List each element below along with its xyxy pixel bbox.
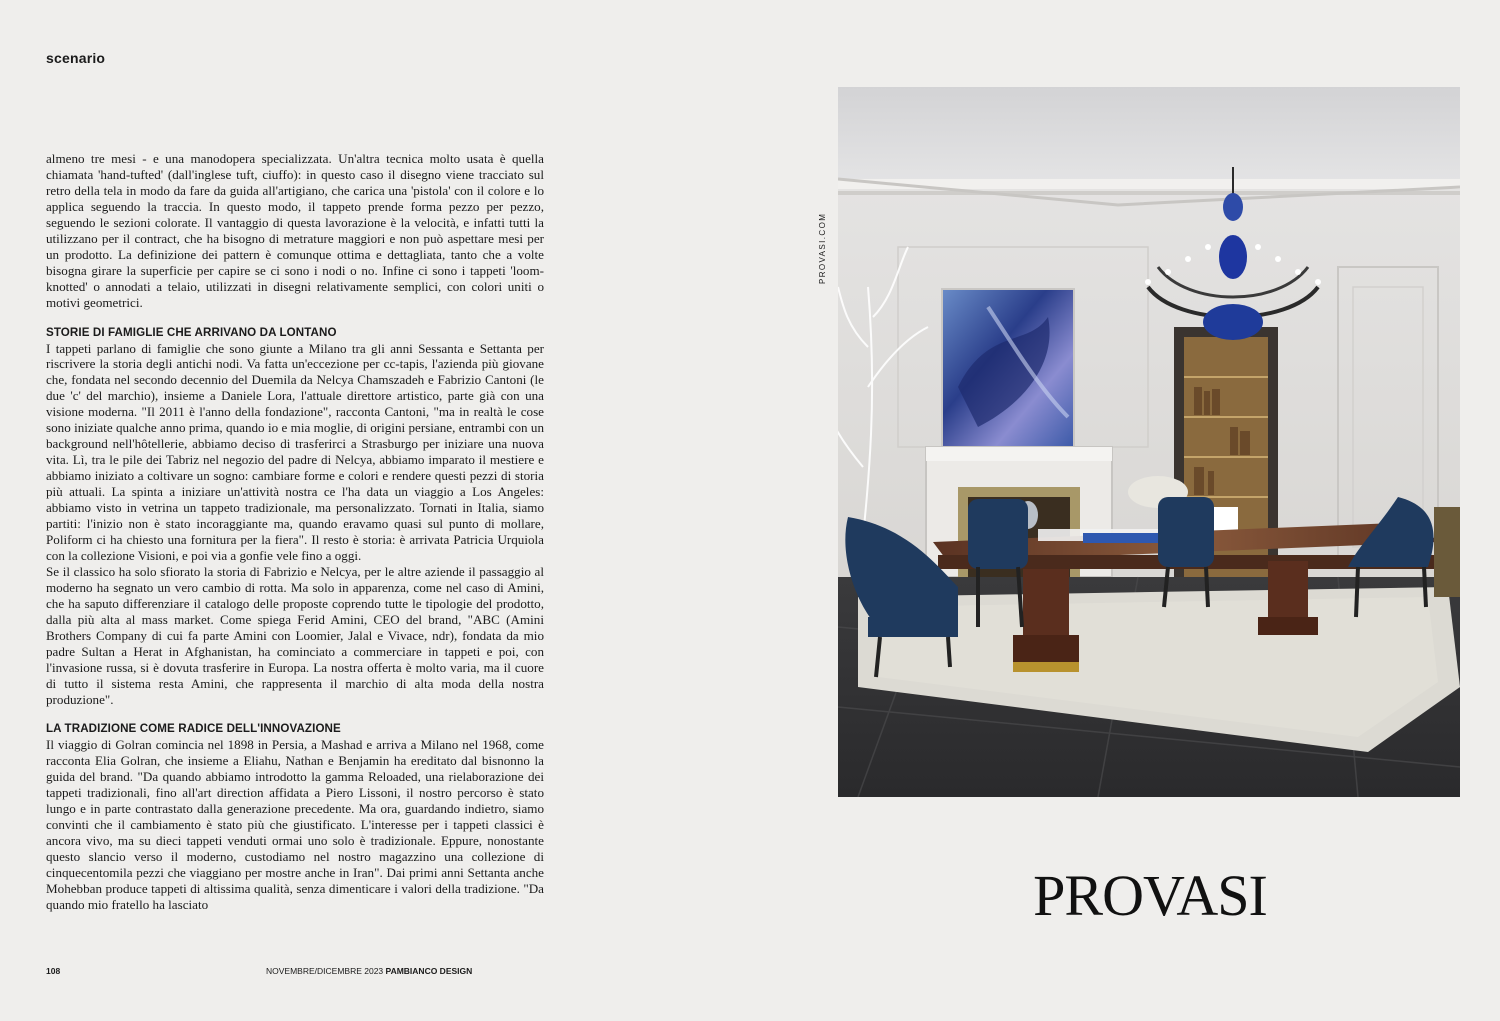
section-label: scenario — [46, 50, 106, 66]
subheading: STORIE DI FAMIGLIE CHE ARRIVANO DA LONTANO — [46, 325, 337, 339]
subheading: LA TRADIZIONE COME RADICE DELL'INNOVAZIONE — [46, 722, 341, 736]
paragraph: almeno tre mesi - e una manodopera specializzata. Un'altra tecnica molto usata è quella chiamata 'hand-tufted' (dall'inglese tuft, ciuffo): in questo caso il disegno viene tracciato sul retro della tela in modo da fare da guida all'artigiano, che carica una 'pistola' con il colore e lo applica seguendo la traccia. In questo modo, il tappeto prende forma pezzo per pezzo, seguendo le sezioni colorate. Il vantaggio di questa lavorazione è la velocità, e infatti tutti la utilizzano per il contract, che ha bisogno di metrature maggiori e non può aspettare mesi per un prodotto. La definizione dei pattern è comunque ottima e dettagliata, tanto che a volte bisogna girare la superficie per capire se ci sono i nodi o no. Infine ci sono i tappeti 'loom-knotted' o annodati a telaio, utilizzati in disegni relativamente semplici, con colori uniti o motivi geometrici. — [46, 151, 544, 310]
photo-illustration — [838, 87, 1460, 797]
brand-logo: PROVASI — [1033, 863, 1267, 928]
issue-date: NOVEMBRE/DICEMBRE 2023 — [266, 966, 384, 976]
page-number: 108 — [46, 966, 61, 976]
paragraph: I tappeti parlano di famiglie che sono giunte a Milano tra gli anni Sessanta e Settanta per riscrivere la storia degli antichi nodi. Va fatta un'eccezione per cc-tapis, l'azienda più giovane che, fondata nel secondo decennio del Duemila da Nelcya Chamszadeh e Fabrizio Cantoni (le due 'c' del marchio), insieme a Daniele Lora, l'attuale direttore artistico, parte già con una visione moderna. "Il 2011 è l'anno della fondazione", racconta Cantoni, "ma in realtà le cose sono iniziate qualche anno prima, quando io e mia moglie, di origini persiane, entrambi con un background nell'hôtellerie, abbiamo deciso di trasferirci a Strasburgo per iniziare una nuova vita. Lì, tra le pile dei Tabriz nel negozio del padre di Nelcya, abbiamo imparato il mestiere e abbiamo iniziato a coltivare un sogno: cambiare forme e colori e rendere questi pezzi di storia più attuali. La spinta a iniziare un'attività nostra ce l'ha data un viaggio a Los Angeles: abbiamo visto in vetrina un tappeto tradizionale, ma personalizzato. Tornati in Italia, siamo partiti: l'inizio non è stato incoraggiante ma, quando eravamo quasi sul punto di mollare, Poliform ci ha chiesto una fornitura per la fiera". Il resto è storia: è arrivata Patricia Urquiola con la collezione Visioni, e poi via a gonfie vele fino a oggi. — [46, 340, 544, 563]
article-body — [46, 151, 544, 913]
magazine-name: PAMBIANCO DESIGN — [385, 966, 473, 976]
photo-credit: PROVASI.COM — [818, 212, 827, 284]
paragraph: Se il classico ha solo sfiorato la storia di Fabrizio e Nelcya, per le altre aziende il passaggio al moderno ha segnato un vero cambio di rotta. Ma solo in apparenza, come nel caso di Amini, che ha saputo differenziare il catalogo delle proposte coprendo tutte le tipologie del prodotto, dalla più alta al mass market. Come spiega Ferid Amini, CEO del brand, "ABC (Amini Brothers Company di cui fa parte Amini con Loomier, Jalal e Vivace, ndr), fondata da mio padre Sultan a Herat in Afghanistan, ha cominciato a commerciare in tappeti e poi, con l'invasione russa, si è dovuta trasferire in Europa. La nostra offerta è molto varia, ma il cuore di tutto il sistema resta Amini, che rappresenta il marchio di alta moda della nostra produzione". — [46, 563, 544, 707]
dining-room-photo — [838, 87, 1460, 797]
issue-line — [266, 966, 472, 976]
paragraph: Il viaggio di Golran comincia nel 1898 in Persia, a Mashad e arriva a Milano nel 1968, come racconta Elia Golran, che insieme a Eliahu, Nathan e Benjamin ha ereditato dal bisnonno la guida del brand. "Da quando abbiamo introdotto la gamma Reloaded, una rielaborazione dei tappeti tradizionali, fino all'art direction affidata a Piero Lissoni, il nostro percorso è stato lungo e in parte contrastato dalla generazione precedente. Ma ora, guardando indietro, siamo convinti che il cambiamento è stato più che giustificato. L'interesse per i tappeti classici è ancora vivo, ma su dieci tappeti venduti ormai uno solo è tradizionale. Eppure, nonostante questo slancio verso il moderno, custodiamo nel nostro magazzino una collezione di cinquecentomila pezzi che viaggiano per mostre anche in Iran". Dai primi anni Settanta anche Mohebban produce tappeti di altissima qualità, senza dimenticare i valori della tradizione. "Da quando mio fratello ha lasciato — [46, 737, 544, 912]
